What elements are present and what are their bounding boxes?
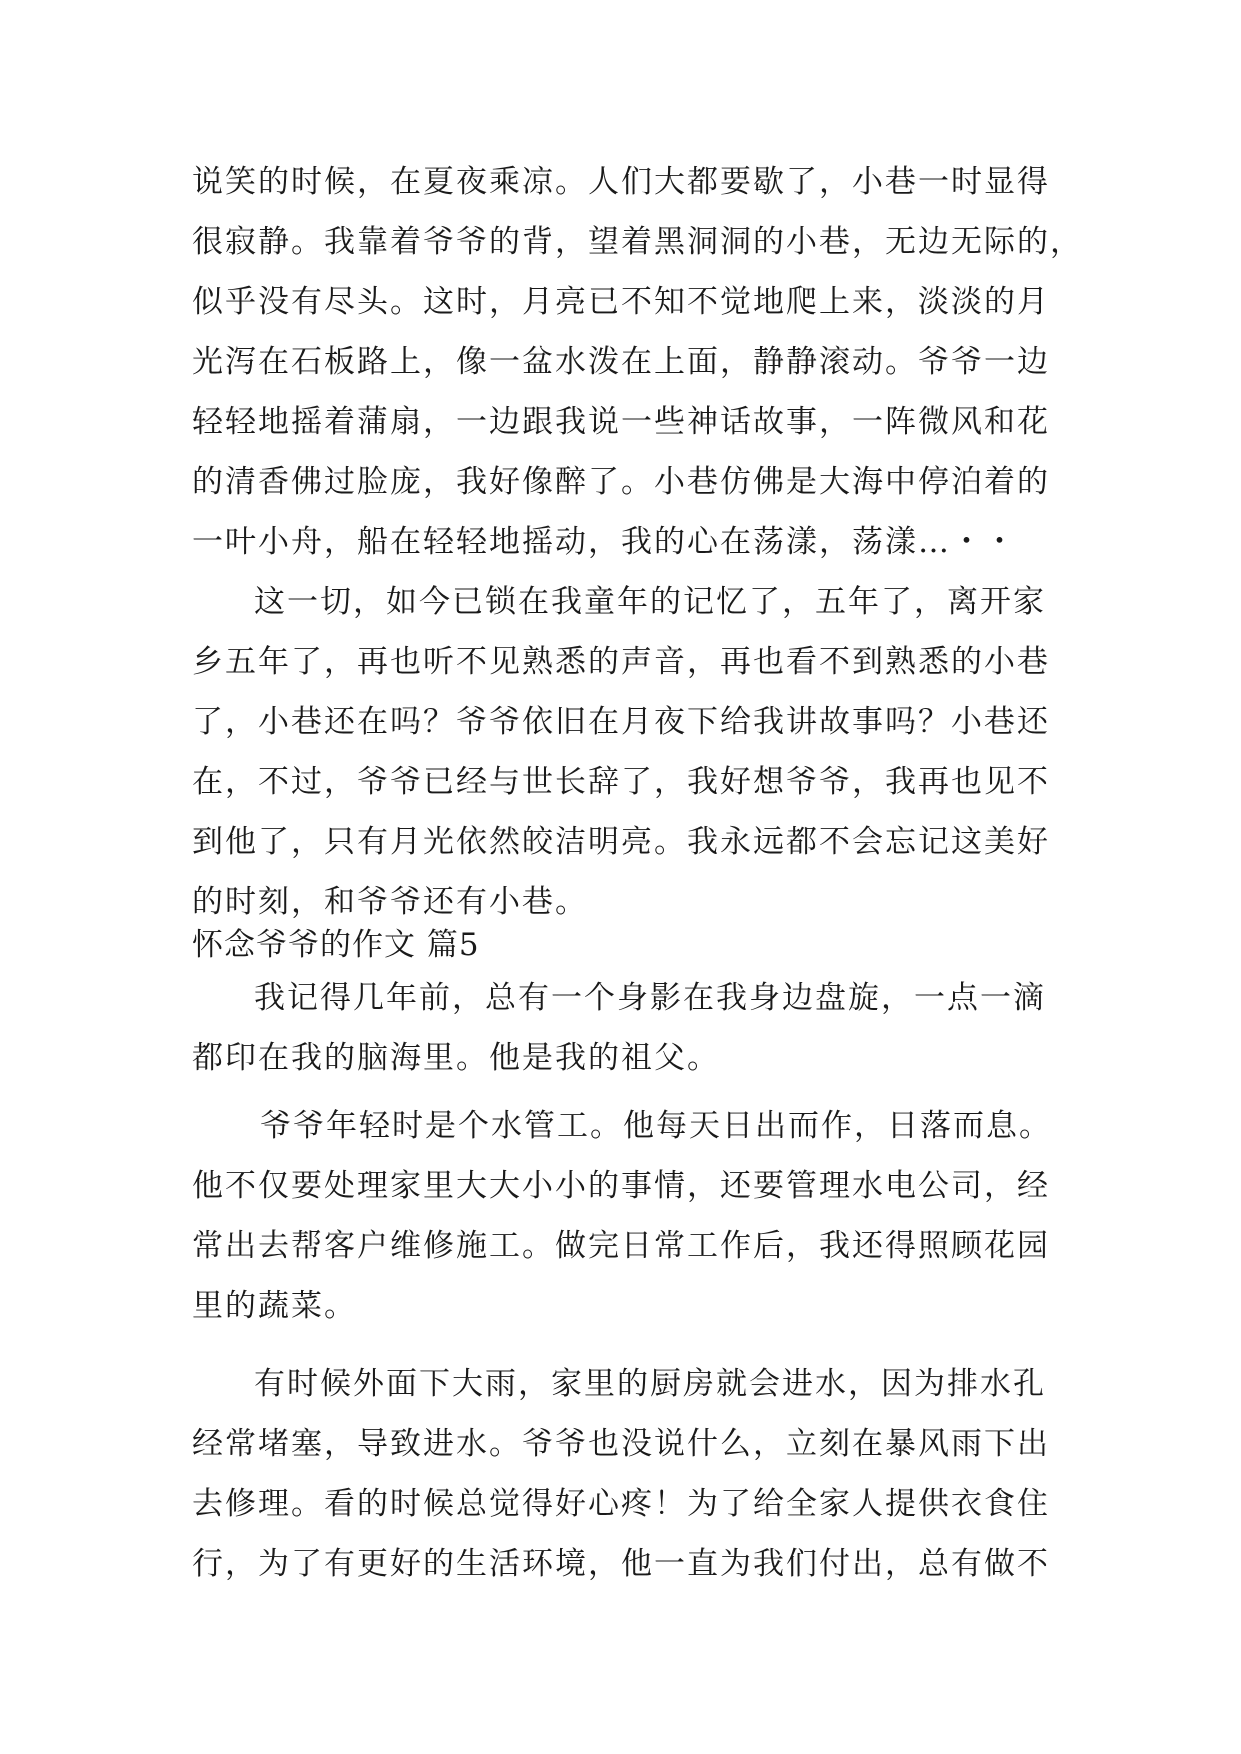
text-line: 乡五年了，再也听不见熟悉的声音，再也看不到熟悉的小巷 xyxy=(192,644,1050,680)
text-line: 行，为了有更好的生活环境，他一直为我们付出，总有做不 xyxy=(192,1546,1050,1582)
text-line: 到他了，只有月光依然皎洁明亮。我永远都不会忘记这美好 xyxy=(192,824,1050,860)
text-line: 轻轻地摇着蒲扇，一边跟我说一些神话故事，一阵微风和花 xyxy=(192,404,1050,440)
text-line: 他不仅要处理家里大大小小的事情，还要管理水电公司，经 xyxy=(192,1168,1050,1204)
text-line: 里的蔬菜。 xyxy=(192,1288,357,1324)
text-line: 了，小巷还在吗？爷爷依旧在月夜下给我讲故事吗？小巷还 xyxy=(192,704,1050,740)
text-line: 爷爷年轻时是个水管工。他每天日出而作，日落而息。 xyxy=(260,1108,1052,1144)
text-line: 光泻在石板路上，像一盆水泼在上面，静静滚动。爷爷一边 xyxy=(192,344,1050,380)
memory-paragraph xyxy=(192,572,1052,932)
intro-paragraph xyxy=(192,968,1052,1088)
rain-paragraph xyxy=(192,1354,1052,1594)
text-line: 常出去帮客户维修施工。做完日常工作后，我还得照顾花园 xyxy=(192,1228,1050,1264)
section-heading: 怀念爷爷的作文 篇5 xyxy=(192,927,480,963)
section-heading-block xyxy=(192,922,1052,968)
text-line: 这一切，如今已锁在我童年的记忆了，五年了，离开家 xyxy=(254,584,1046,620)
text-line: 有时候外面下大雨，家里的厨房就会进水，因为排水孔 xyxy=(254,1366,1046,1402)
text-line: 经常堵塞，导致进水。爷爷也没说什么，立刻在暴风雨下出 xyxy=(192,1426,1050,1462)
text-line: 去修理。看的时候总觉得好心疼！为了给全家人提供衣食住 xyxy=(192,1486,1050,1522)
text-line: 说笑的时候，在夏夜乘凉。人们大都要歇了，小巷一时显得 xyxy=(192,164,1050,200)
text-line: 一叶小舟，船在轻轻地摇动，我的心在荡漾，荡漾…・・ xyxy=(192,524,1017,560)
text-line: 都印在我的脑海里。他是我的祖父。 xyxy=(192,1040,720,1076)
continuation-paragraph xyxy=(192,152,1083,572)
work-paragraph xyxy=(192,1096,1052,1336)
text-line: 很寂静。我靠着爷爷的背，望着黑洞洞的小巷，无边无际的， xyxy=(192,224,1083,260)
text-line: 的时刻，和爷爷还有小巷。 xyxy=(192,884,588,920)
text-line: 似乎没有尽头。这时，月亮已不知不觉地爬上来，淡淡的月 xyxy=(192,284,1050,320)
text-line: 我记得几年前，总有一个身影在我身边盘旋，一点一滴 xyxy=(254,980,1046,1016)
text-line: 在，不过，爷爷已经与世长辞了，我好想爷爷，我再也见不 xyxy=(192,764,1050,800)
text-line: 的清香佛过脸庞，我好像醉了。小巷仿佛是大海中停泊着的 xyxy=(192,464,1050,500)
